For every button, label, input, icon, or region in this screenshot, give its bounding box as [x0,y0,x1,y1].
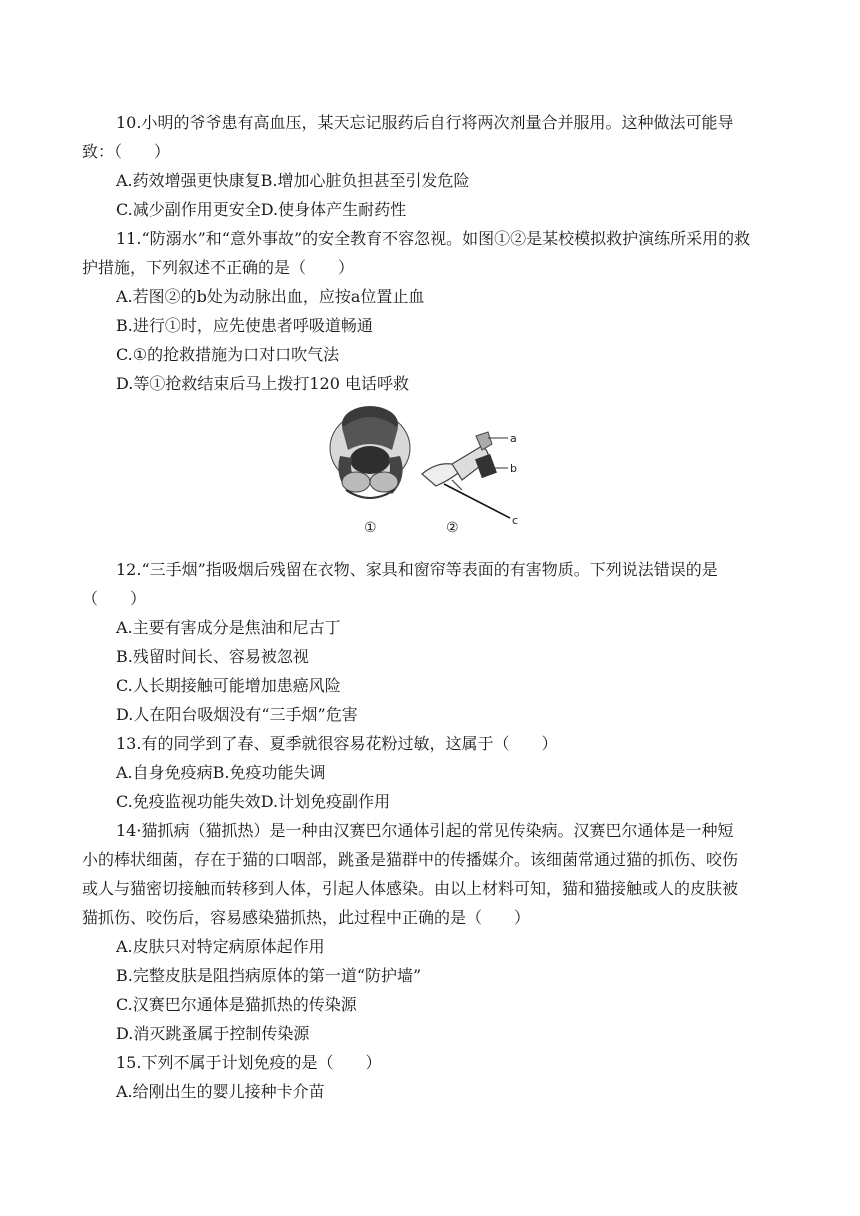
q12-stem-line2: （ ） [82,589,147,608]
figure-label-c: c [512,514,519,527]
q11-option-c: C.①的抢救措施为口对口吹气法 [116,345,340,364]
q11-option-a: A.若图②的b处为动脉出血，应按a位置止血 [116,287,425,306]
figure-label-a: a [510,432,517,445]
q14-stem-line3: 或人与猫密切接触而转移到人体，引起人体感染。由以上材料可知，猫和猫接触或人的皮肤被 [82,879,739,898]
q14-stem-line2: 小的棒状细菌，存在于猫的口咽部，跳蚤是猫群中的传播媒介。该细菌常通过猫的抓伤、咬伤 [82,850,739,869]
q15-option-a: A.给刚出生的婴儿接种卡介苗 [116,1082,325,1101]
q10-stem-line2: 致：（ ） [82,142,171,161]
q13-options-ab: A.自身免疫病B.免疫功能失调 [116,763,326,782]
figure-label-1: ① [364,520,377,536]
q12-option-b: B.残留时间长、容易被忽视 [116,647,309,666]
q12-option-d: D.人在阳台吸烟没有“三手烟”危害 [116,705,358,724]
q13-stem-line1: 13.有的同学到了春、夏季就很容易花粉过敏，这属于（ ） [116,734,558,753]
q12-stem-line1: 12.“三手烟”指吸烟后残留在衣物、家具和窗帘等表面的有害物质。下列说法错误的是 [116,560,718,579]
q11-stem-line2: 护措施，下列叙述不正确的是（ ） [82,258,355,277]
q14-option-a: A.皮肤只对特定病原体起作用 [116,937,325,956]
q12-option-a: A.主要有害成分是焦油和尼古丁 [116,618,341,637]
q12-option-c: C.人长期接触可能增加患癌风险 [116,676,341,695]
q10-options-cd: C.减少副作用更安全D.使身体产生耐药性 [116,200,407,219]
q14-option-b: B.完整皮肤是阻挡病原体的第一道“防护墙” [116,966,422,985]
q14-option-d: D.消灭跳蚤属于控制传染源 [116,1024,310,1043]
q15-stem-line1: 15.下列不属于计划免疫的是（ ） [116,1053,382,1072]
mouth-to-mouth-drawing [330,406,410,498]
q11-option-d: D.等①抢救结束后马上拨打120 电话呼救 [116,374,409,393]
q14-option-c: C.汉赛巴尔通体是猫抓热的传染源 [116,995,357,1014]
q10-options-ab: A.药效增强更快康复B.增加心脏负担甚至引发危险 [116,171,470,190]
rescue-illustration [326,398,536,540]
arm-bleeding-drawing [422,432,510,518]
figure-label-2: ② [446,520,459,536]
q14-stem-line4: 猫抓伤、咬伤后，容易感染猫抓热，此过程中正确的是（ ） [82,908,531,927]
figure-label-b: b [510,462,517,475]
rescue-figure [326,398,536,540]
q11-stem-line1: 11.“防溺水”和“意外事故”的安全教育不容忽视。如图①②是某校模拟救护演练所采用的救 [116,229,751,248]
q14-stem-line1: 14·猫抓病（猫抓热）是一种由汉赛巴尔通体引起的常见传染病。汉赛巴尔通体是一种短 [116,821,734,840]
q11-option-b: B.进行①时，应先使患者呼吸道畅通 [116,316,373,335]
q10-stem-line1: 10.小明的爷爷患有高血压，某天忘记服药后自行将两次剂量合并服用。这种做法可能导 [116,113,734,132]
q13-options-cd: C.免疫监视功能失效D.计划免疫副作用 [116,792,391,811]
